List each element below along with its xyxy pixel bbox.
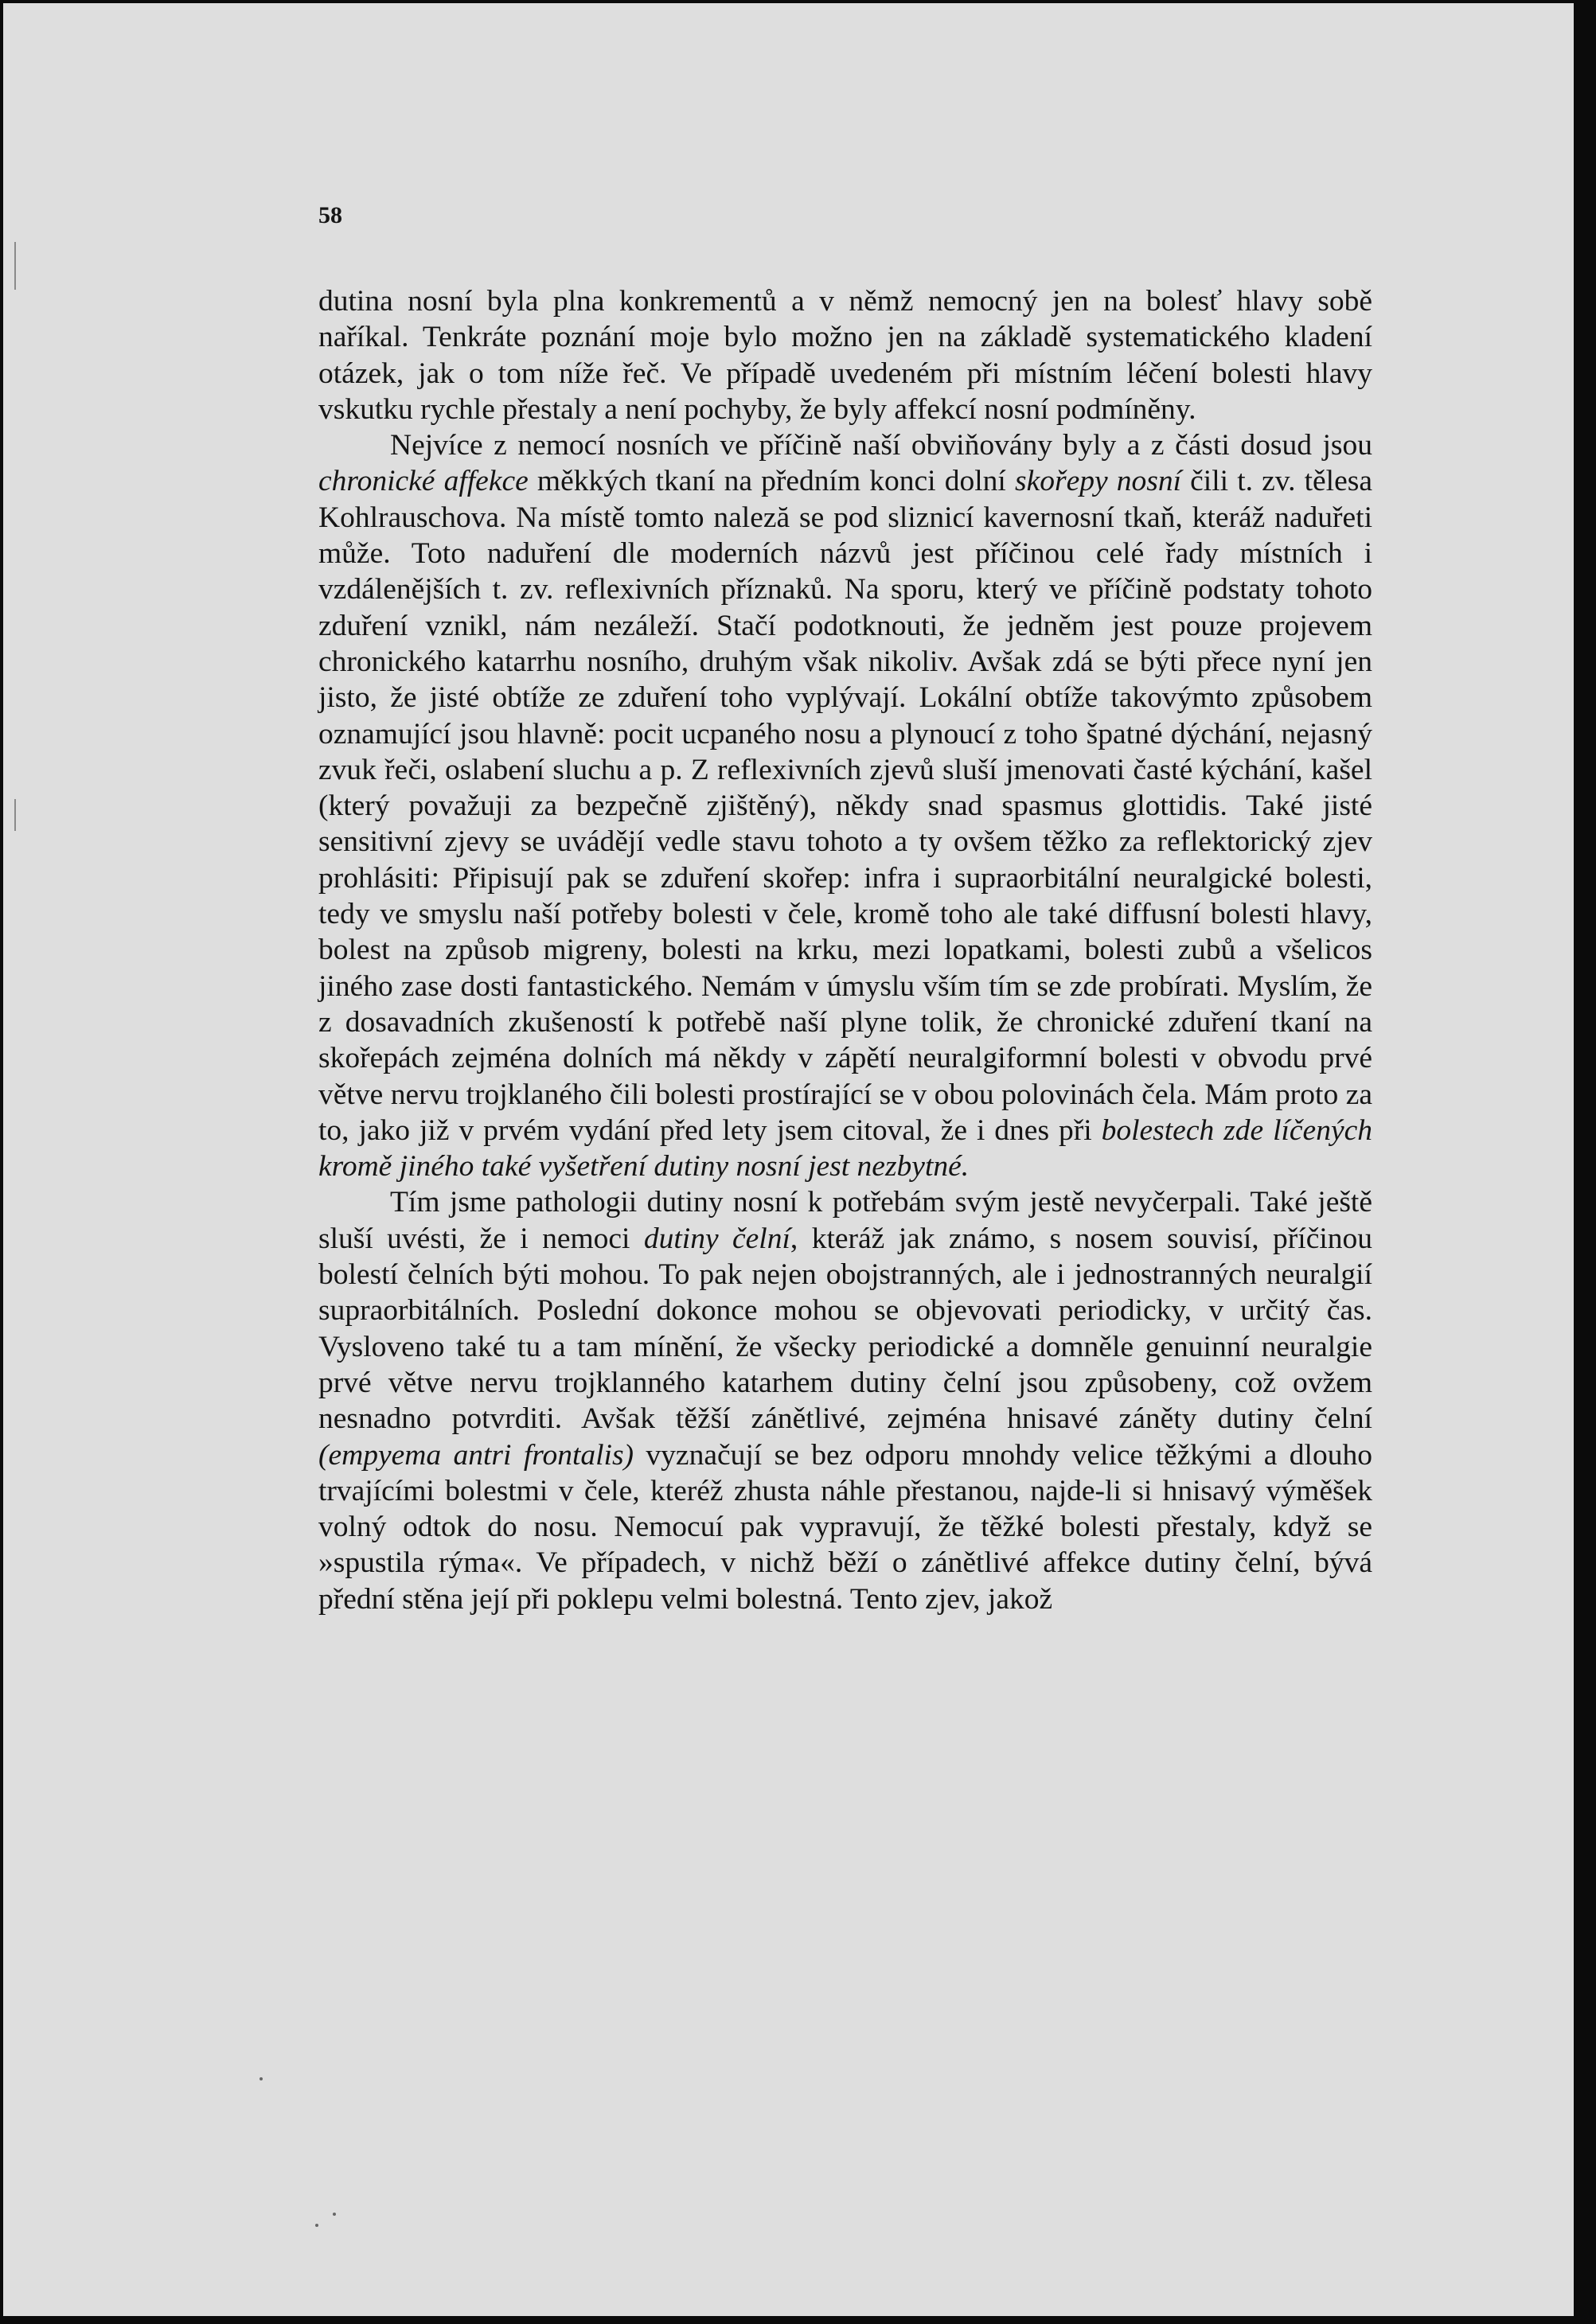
body-text [318, 283, 1372, 1617]
left-edge-mark-lower [14, 799, 16, 831]
paragraph-3-run-5: vyznačují se bez odporu mnohdy velice těžkými a dlouho trvajícími bolestmi v čele, kteréž zhusta náhle přestanou, najde-li si hnisavý výměšek volný odtok do nosu. Nemocuí pak vypravují, že těžké bolesti přestaly, když se »spustila rýma«. Ve případech, v nichž běží o zánětlivé affekce dutiny čelní, bývá přední stěna její při poklepu velmi bolestná. Tento zjev, jakož [318, 1438, 1372, 1616]
left-edge-mark [14, 242, 16, 290]
paragraph-3 [318, 1184, 1372, 1617]
scan-speck [259, 2077, 263, 2080]
paragraph-2-run-3: měkkých tkaní na předním konci dolní [528, 465, 1015, 498]
paragraph-3-run-3: , kteráž jak známo, s nosem souvisí, příčinou bolestí čelních býti mohou. To pak nejen obojstranných, ale i jednostranných neuralgií supraorbitálních. Poslední dokonce mohou se objevovati periodicky, v určitý čas. Vysloveno také tu a tam mínění, že všecky periodické a domněle genuinní neuralgie prvé větve nervu trojklanného katarhem dutiny čelní jsou způsobeny, což ovžem nesnadno potvrditi. Avšak těžší zánětlivé, zejména hnisavé záněty dutiny čelní [318, 1222, 1373, 1436]
paragraph-3-run-1: Tím jsme pathologii dutiny nosní k potřebám svým jestě nevyčerpali. Také ještě sluší uvésti, že i nemoci [318, 1186, 1372, 1255]
scan-speck-2 [315, 2224, 318, 2227]
paragraph-2-run-5: čili t. zv. tělesa Kohlrauschova. Na místě tomto naleză se pod sliznicí kavernosní tkaň, kteráž naduřeti může. Toto naduření dle moderních názvů jest příčinou celé řady místních i vzdálenějších t. zv. reflexivních příznaků. Na sporu, který ve příčině podstaty tohoto zduření vznikl, nám nezáleží. Stačí podotknouti, že jedněm jest pouze projevem chronického katarrhu nosního, druhým však nikoliv. Avšak zdá se býti přece nyní jen jisto, že jisté obtíže ze zduření toho vyplývají. Lokální obtíže takovýmto způsobem oznamující jsou hlavně: pocit ucpaného nosu a plynoucí z toho špatné dýchání, nejasný zvuk řeči, oslabení sluchu a p. Z reflexivních zjevů sluší jmenovati časté kýchání, kašel (který považuji za bezpečně zjištěný), někdy snad spasmus glottidis. Také jisté sensitivní zjevy se uvádějí vedle stavu tohoto a ty ovšem těžko za reflektorický zjev prohlásiti: Připisují pak se zduření skořep: infra i supraorbitální neuralgické bolesti, tedy ve smyslu naší potřeby bolesti v čele, kromě toho ale také diffusní bolesti hlavy, bolest na způsob migreny, bolesti na krku, mezi lopatkami, bolesti zubů a všelicos jiného zase dosti fantastického. Nemám v úmyslu vším tím se zde probírati. Myslím, že z dosavadních zkušeností k potřebě naší plyne tolik, že chronické zduření tkaní na skořepách zejména dolních má někdy v zápětí neuralgiformní bolesti v obvodu prvé větve nervu trojklaného čili bolesti prostírající se v obou polovinách čela. Mám proto za to, jako již v prvém vydání před lety jsem citoval, že i dnes při [318, 465, 1372, 1147]
paragraph-2-italic-conclusion: bolestech zde líčených kromě jiného také vyšetření dutiny nosní jest nezbytné. [318, 1113, 1372, 1183]
scan-speck-3 [333, 2213, 336, 2216]
paragraph-2-run-1: Nejvíce z nemocí nosních ve příčině naší obviňovány byly a z části dosud jsou [390, 429, 1372, 462]
paragraph-2 [318, 427, 1372, 1184]
paragraph-3-italic-dutiny-celni: dutiny čelní [643, 1222, 790, 1255]
scanned-page [3, 3, 1574, 2316]
paragraph-2-italic-skorepy-nosni: skořepy nosní [1014, 465, 1182, 498]
paragraph-1-text: dutina nosní byla plna konkrementů a v němž nemocný jen na bolesť hlavy sobě naříkal. Tenkráte poznání moje bylo možno jen na základě systematického kladení otázek, jak o tom níže řeč. Ve případě uvedeném při místním léčení bolesti hlavy vskutku rychle přestaly a není pochyby, že byly affekcí nosní podmíněny. [318, 285, 1372, 426]
page-number: 58 [318, 202, 342, 228]
paragraph-1 [318, 283, 1372, 427]
paragraph-3-italic-empyema: (empyema antri frontalis) [318, 1438, 634, 1472]
paragraph-2-italic-chronicke-affekce: chronické affekce [318, 465, 529, 498]
